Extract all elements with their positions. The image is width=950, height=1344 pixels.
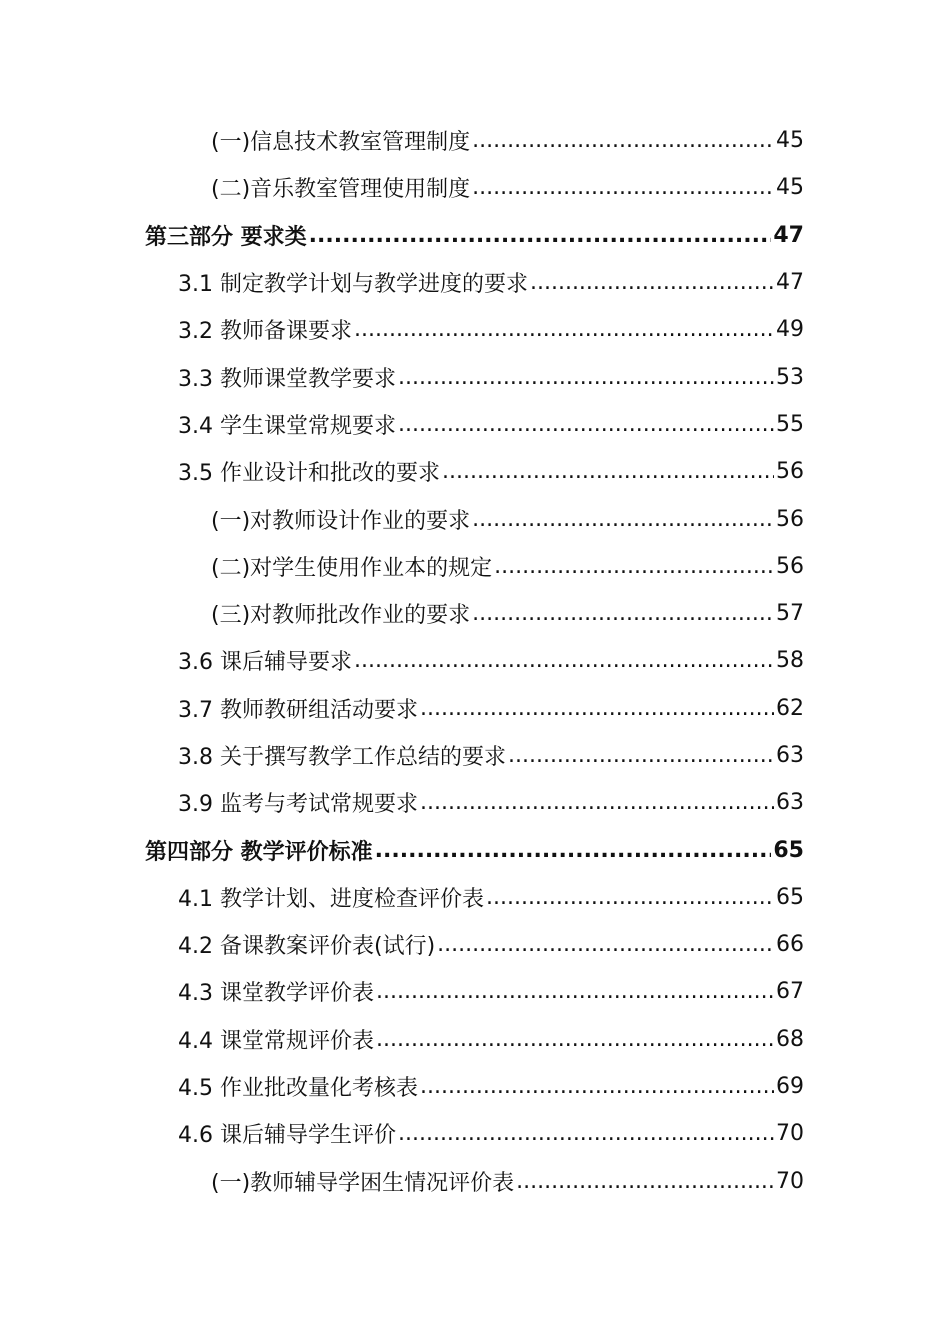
toc-entry-title: 3.7 教师教研组活动要求 <box>178 697 418 723</box>
toc-entry-title: (一)对教师设计作业的要求 <box>211 508 471 534</box>
toc-entry-title: (三)对教师批改作业的要求 <box>211 603 471 629</box>
toc-entry-page: 53 <box>776 364 804 390</box>
dot-leader <box>309 223 772 248</box>
toc-entry-title: 第四部分 教学评价标准 <box>145 839 373 865</box>
dot-leader <box>486 885 774 910</box>
toc-entry-title: 3.6 课后辅导要求 <box>178 650 352 676</box>
dot-leader <box>472 128 774 153</box>
toc-entry-page: 63 <box>776 790 804 816</box>
toc-entry[interactable] <box>0 306 950 353</box>
toc-entry[interactable] <box>0 1158 950 1205</box>
toc-entry[interactable] <box>0 1016 950 1063</box>
toc-entry-page: 66 <box>776 932 804 958</box>
toc-entry-title: (一)教师辅导学困生情况评价表 <box>211 1170 515 1196</box>
toc-entry-page: 63 <box>776 743 804 768</box>
dot-leader <box>472 601 774 626</box>
dot-leader <box>354 648 774 673</box>
toc-entry-page: 57 <box>776 601 804 627</box>
toc-entry[interactable] <box>0 968 950 1015</box>
toc-entry-title: 3.5 作业设计和批改的要求 <box>178 461 440 487</box>
toc-entry-title: 3.2 教师备课要求 <box>178 319 352 345</box>
toc-entry[interactable] <box>0 401 950 448</box>
toc-entry-title: 3.9 监考与考试常规要求 <box>178 792 418 818</box>
toc-entry-page: 55 <box>776 411 804 437</box>
dot-leader <box>472 175 774 200</box>
toc-entry-page: 62 <box>776 695 804 721</box>
toc-entry-title: 4.2 备课教案评价表(试行) <box>178 934 436 960</box>
toc-entry-title: 4.4 课堂常规评价表 <box>178 1028 374 1054</box>
toc-entry[interactable] <box>0 117 950 164</box>
toc-entry-title: 3.3 教师课堂教学要求 <box>178 366 396 392</box>
toc-entry[interactable] <box>0 779 950 826</box>
dot-leader <box>420 790 774 815</box>
dot-leader <box>376 1027 774 1052</box>
dot-leader <box>420 696 774 721</box>
toc-entry-title: 4.1 教学计划、进度检查评价表 <box>178 886 484 912</box>
toc-entry[interactable] <box>0 637 950 684</box>
toc-entry-page: 49 <box>776 317 804 343</box>
toc-entry-page: 56 <box>776 553 804 579</box>
toc-entry-page: 67 <box>776 979 804 1005</box>
dot-leader <box>530 270 774 295</box>
toc-entry[interactable] <box>0 1063 950 1110</box>
toc-entry[interactable] <box>0 495 950 542</box>
dot-leader <box>437 932 774 957</box>
toc-entry-page: 47 <box>773 222 804 248</box>
dot-leader <box>516 1169 774 1194</box>
toc-entry-page: 69 <box>776 1074 804 1100</box>
dot-leader <box>472 507 774 532</box>
dot-leader <box>398 1121 774 1146</box>
toc-entry[interactable] <box>0 685 950 732</box>
dot-leader <box>508 743 774 768</box>
toc-entry[interactable] <box>0 448 950 495</box>
toc-entry-page: 56 <box>776 459 804 485</box>
toc-entry-page: 68 <box>776 1026 804 1052</box>
dot-leader <box>398 365 774 390</box>
toc-entry-title: 3.1 制定教学计划与教学进度的要求 <box>178 272 528 298</box>
dot-leader <box>494 554 774 579</box>
toc-entry-title: (一)信息技术教室管理制度 <box>211 130 471 156</box>
dot-leader <box>398 412 774 437</box>
toc-entry-page: 47 <box>776 270 804 296</box>
toc-entry-title: 第三部分 要求类 <box>145 224 307 250</box>
toc-entry-title: (二)对学生使用作业本的规定 <box>211 555 493 581</box>
toc-entry-page: 58 <box>776 648 804 674</box>
dot-leader <box>375 838 772 863</box>
toc-entry[interactable] <box>0 353 950 400</box>
dot-leader <box>376 979 774 1004</box>
toc-entry-page: 70 <box>776 1168 804 1194</box>
toc-entry-title: 3.8 关于撰写教学工作总结的要求 <box>178 745 506 770</box>
toc-entry-page: 45 <box>776 175 804 201</box>
toc-entry[interactable] <box>0 543 950 590</box>
dot-leader <box>420 1074 774 1099</box>
toc-entry-title: 4.6 课后辅导学生评价 <box>178 1123 396 1149</box>
toc-entry[interactable] <box>0 1110 950 1157</box>
toc-entry-title: (二)音乐教室管理使用制度 <box>211 177 471 203</box>
toc-entry[interactable] <box>0 259 950 306</box>
toc-entry-page: 45 <box>776 128 804 154</box>
dot-leader <box>442 459 774 484</box>
toc-entry-page: 70 <box>776 1121 804 1147</box>
toc-entry[interactable] <box>0 732 950 779</box>
dot-leader <box>354 317 774 342</box>
toc-entry-title: 3.4 学生课堂常规要求 <box>178 413 396 439</box>
toc-entry[interactable] <box>0 164 950 211</box>
toc-entry[interactable] <box>0 874 950 921</box>
toc-entry-page: 65 <box>773 837 804 863</box>
toc-entry-title: 4.3 课堂教学评价表 <box>178 981 374 1007</box>
toc-entry[interactable] <box>0 921 950 968</box>
toc-entry[interactable] <box>0 826 950 873</box>
toc-entry-page: 65 <box>776 884 804 910</box>
toc-entry-page: 56 <box>776 506 804 532</box>
toc-entry[interactable] <box>0 212 950 259</box>
toc-entry-title: 4.5 作业批改量化考核表 <box>178 1076 418 1102</box>
table-of-contents <box>0 117 950 1205</box>
toc-entry[interactable] <box>0 590 950 637</box>
